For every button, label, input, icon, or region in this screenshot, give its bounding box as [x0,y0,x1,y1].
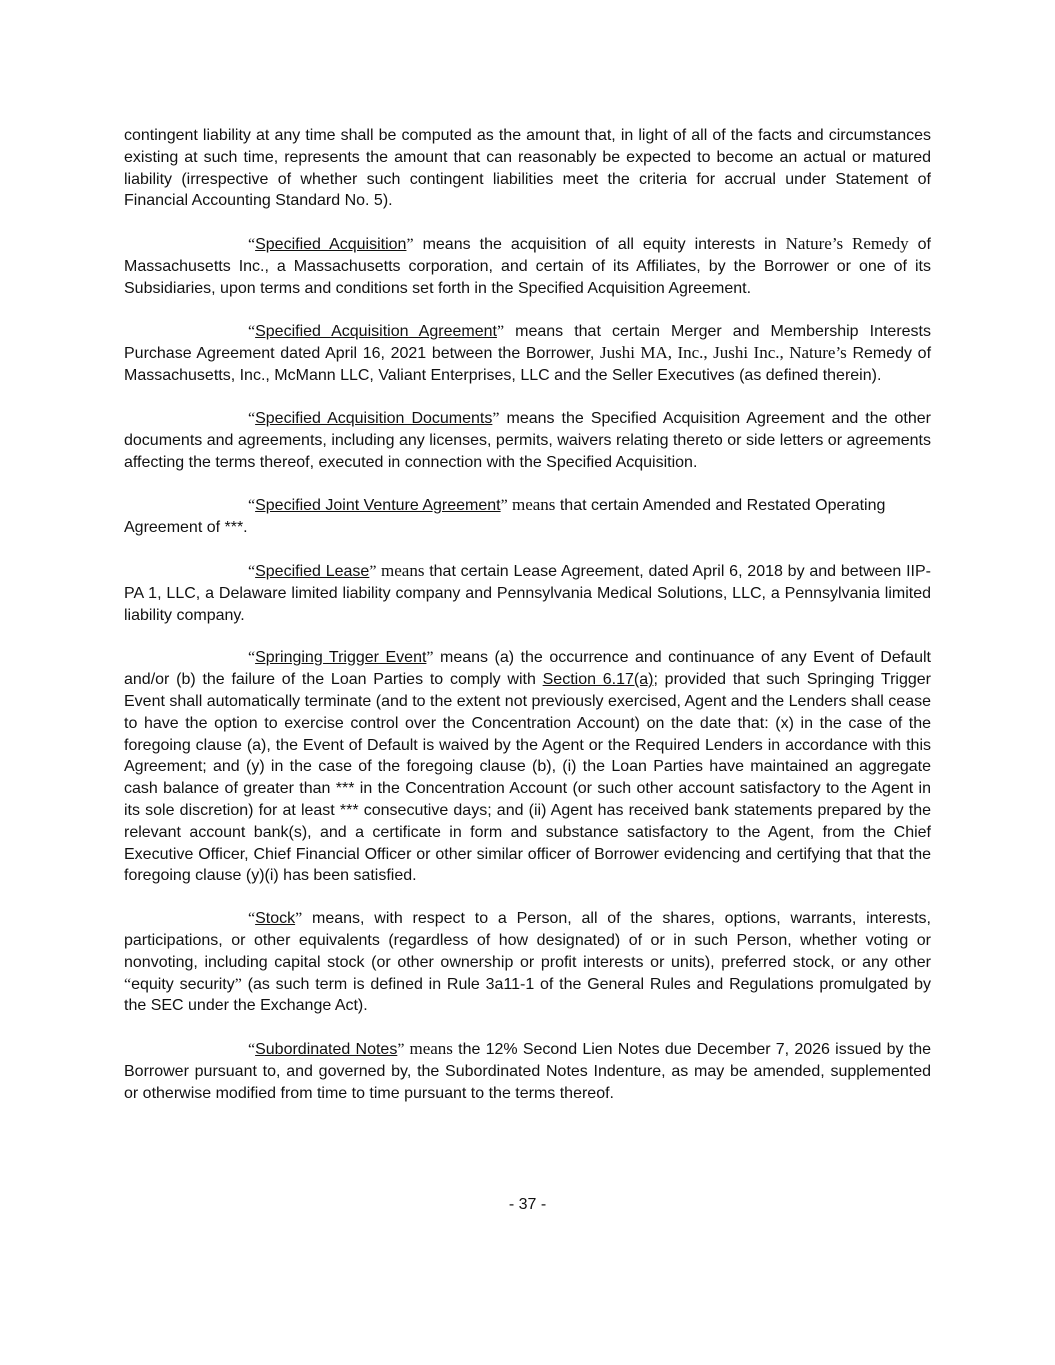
definition-subordinated-notes: “Subordinated Notes” means the 12% Second Lien Notes due December 7, 2026 issued by the Borrower pursuant to, and governed by, the Subordinated Notes Indenture, as may be amended, supplemented or otherwise modified from time to time pursuant to the terms thereof. [124,1039,932,1102]
definition-springing-trigger-event: “Springing Trigger Event” means (a) the occurrence and continuance of any Event of Default and/or (b) the failure of the Loan Parties to comply with Section 6.17(a); provided that such Springing Trigger Event shall automatically terminate (and to the extent not previously exercised, Agent and the Lenders shall cease to have the option to exercise control over the Concentration Account) on the date that: (x) in the case of the foregoing clause (a), the Event of Default is waived by the Agent or the Required Lenders in accordance with this Agreement; and (y) in the case of the foregoing clause (b), (i) the Loan Parties have maintained an aggregate cash balance of greater than *** in the Concentration Account (or such other account satisfactory to the Agent in its sole discretion) for at least *** consecutive days; and (ii) Agent has received bank statements prepared by the relevant account bank(s), and a certificate in form and substance satisfactory to the Agent, from the Chief Executive Officer, Chief Financial Officer or other similar officer of Borrower evidencing and certifying that that the foregoing clause (y)(i) has been satisfied. [124,649,932,885]
defined-term: Stock [255,910,296,928]
definition-specified-acquisition: “Specified Acquisition” means the acquisition of all equity interests in Nature’s Remedy of Massachusetts Inc., a Massachusetts corporation, and certain of its Affiliates, by the Borrower or one of its Subsidiaries, upon terms and conditions set forth in the Specified Acquisition Agreement. [124,234,932,297]
section-reference: Section 6.17(a) [542,671,654,689]
definition-specified-joint-venture-agreement: “Specified Joint Venture Agreement” means that certain Amended and Restated Operating Agreement of ***. [124,495,886,537]
defined-term: Springing Trigger Event [255,649,427,667]
page-number: - 37 - [508,1196,547,1213]
defined-term: Specified Lease [255,562,370,580]
defined-term: Specified Acquisition Agreement [255,322,497,340]
defined-term: Subordinated Notes [255,1041,398,1059]
definition-specified-lease: “Specified Lease” means that certain Lease Agreement, dated April 6, 2018 by and between IIP-PA 1, LLC, a Delaware limited liability company and Pennsylvania Medical Solutions, LLC, a Pennsylvania limited liability company. [124,560,931,624]
document-body [124,125,931,1125]
definition-specified-acquisition-agreement: “Specified Acquisition Agreement” means that certain Merger and Membership Interests Purchase Agreement dated April 16, 2021 between the Borrower, Jushi MA, Inc., Jushi Inc., Nature’s Remedy of Massachusetts, Inc., McMann LLC, Valiant Enterprises, LLC and the Seller Executives (as defined therein). [124,322,932,385]
defined-term: Specified Acquisition Documents [255,409,493,427]
defined-term: Specified Joint Venture Agreement [255,497,501,515]
definition-stock: “Stock” means, with respect to a Person, all of the shares, options, warrants, interests, participations, or other equivalents (regardless of how designated) of or in such Person, whether voting or nonvoting, including capital stock (or other ownership or profit interests or units), preferred stock, or any other “equity security” (as such term is defined in Rule 3a11-1 of the General Rules and Regulations promulgated by the SEC under the Exchange Act). [124,910,932,1015]
defined-term: Specified Acquisition [255,236,407,254]
definition-specified-acquisition-documents: “Specified Acquisition Documents” means the Specified Acquisition Agreement and the other documents and agreements, including any licenses, permits, waivers relating thereto or side letters or agreements affecting the terms thereof, executed in connection with the Specified Acquisition. [124,409,932,471]
paragraph-continuation: contingent liability at any time shall be computed as the amount that, in light of all of the facts and circumstances existing at such time, represents the amount that can reasonably be expected to become an actual or matured liability (irrespective of whether such contingent liabilities meet the criteria for accrual under Statement of Financial Accounting Standard No. 5). [124,127,931,210]
